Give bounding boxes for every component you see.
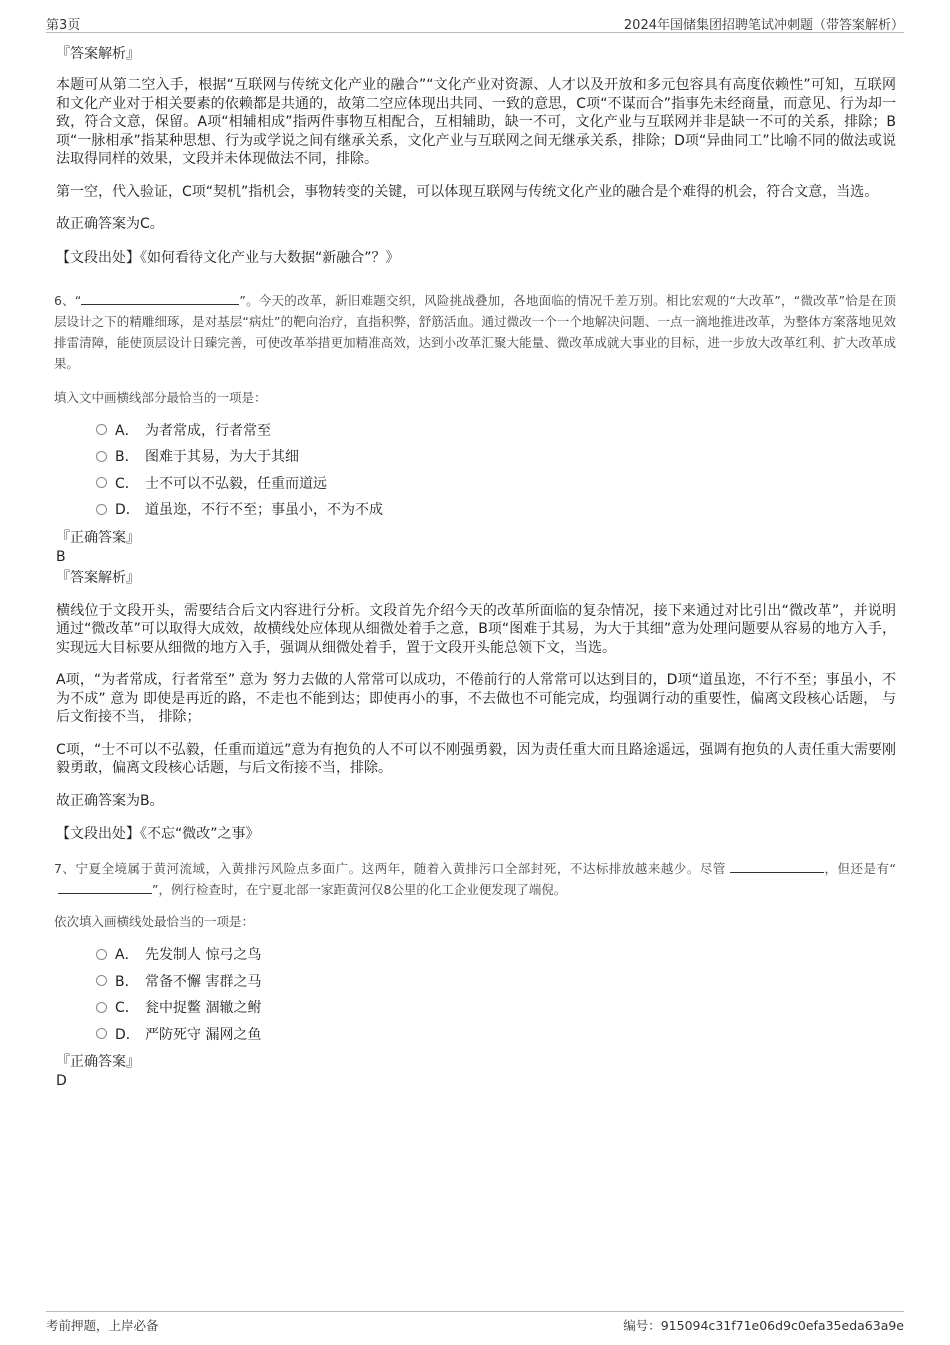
analysis-paragraph-6-1: 横线位于文段开头，需要结合后文内容进行分析。文段首先介绍今天的改革所面临的复杂情况，接下来通过对比引出“微改革”，并说明通过“微改革”可以取得大成效，故横线处应体现从细微处着手之意，B项“图难于其易，为大于其细”意为处理问题要从容易的地方入手，实现远大目标要从细微的地方入手，强调从细微处着手，置于文段开头能总领下文，当选。 (56, 602, 896, 656)
question-7-options (96, 942, 896, 1048)
answer-7: D (56, 1073, 67, 1089)
analysis-paragraph-5-1: 本题可从第二空入手，根据“互联网与传统文化产业的融合”“文化产业对资源、人才以及开放和多元包容具有高度依赖性”可知，互联网和文化产业对于相关要素的依赖都是共通的，故第二空应体现出共同、一致的意思，C项“不谋而合”指事先未经商量，而意见、行为却一致，符合文意，保留。A项“相辅相成”指两件事物互相配合，互相辅助，缺一不可，文化产业与互联网并非是缺一不可的关系，排除；B项“一脉相承”指某种思想、行为或学说之间有继承关系，文化产业与互联网之间无继承关系，排除；D项“异曲同工”比喻不同的做法或说法取得同样的效果，文段并未体现做法不同，排除。 (56, 77, 896, 167)
footer-slogan: 考前押题，上岸必备 (46, 1318, 159, 1333)
question-7-instruction: 依次填入画横线处最恰当的一项是： (54, 914, 255, 929)
answer-label-7: 『正确答案』 (56, 1054, 140, 1070)
question-6-text: ”。今天的改革，新旧难题交织，风险挑战叠加，各地面临的情况千差万别。相比宏观的“大改革”，“微改革”恰是在顶层设计之下的精雕细琢，是对基层“病灶”的靶向治疗，直指积弊，舒筋活血。通过微改一个一个地解决问题、一点一滴地推进改革，为整体方案落地见效排雷清障，能使顶层设计日臻完善，可使改革举措更加精准高效，达到小改革汇聚大能量、微改革成就大事业的目标，进一步放大改革红利、扩大改革成果。 (54, 292, 896, 371)
analysis-label-5: 『答案解析』 (56, 46, 140, 62)
option-6-b[interactable]: B． 图难于其易，为大于其细 (96, 444, 896, 471)
radio-icon[interactable] (96, 1028, 107, 1039)
option-6-c[interactable]: C． 士不可以不弘毅，任重而道远 (96, 471, 896, 498)
analysis-paragraph-6-4: 故正确答案为B。 (56, 792, 164, 809)
answer-label-6: 『正确答案』 (56, 529, 140, 546)
analysis-paragraph-6-2: A项，“为者常成，行者常至” 意为 努力去做的人常常可以成功，不倦前行的人常常可以达到目的，D项“道虽迩，不行不至；事虽小，不为不成” 意为 即使是再近的路，不走也不能到达；即使再小的事，不去做也不可能完成，均强调行动的重要性，偏离文段核心话题， 与后文衔接不当， 排除； (56, 672, 896, 725)
question-7-blank-1 (730, 859, 824, 873)
radio-icon[interactable] (96, 949, 107, 960)
question-6 (54, 290, 896, 374)
radio-icon[interactable] (96, 451, 107, 462)
analysis-paragraph-5-3: 故正确答案为C。 (56, 216, 164, 232)
option-7-a[interactable]: A． 先发制人 惊弓之鸟 (96, 942, 896, 969)
radio-icon[interactable] (96, 477, 107, 488)
radio-icon[interactable] (96, 975, 107, 986)
source-5: 【文段出处】《如何看待文化产业与大数据“新融合”？》 (56, 249, 400, 266)
question-7: 7、宁夏全境属于黄河流域，入黄排污风险点多面广。这两年，随着入黄排污口全部封死，不达标排放越来越少。尽管 ，但还是有“”，例行检查时，在宁夏北部一家距黄河仅8公里的化工企业便发现了端倪。 (54, 861, 896, 897)
option-7-d[interactable]: D． 严防死守 漏网之鱼 (96, 1022, 896, 1049)
option-7-b[interactable]: B． 常备不懈 害群之马 (96, 969, 896, 996)
page-number: 第3页 (46, 18, 81, 33)
option-7-c[interactable]: C． 瓮中捉鳖 涸辙之鲋 (96, 995, 896, 1022)
document-body (56, 44, 896, 1090)
question-6-instruction: 填入文中画横线部分最恰当的一项是： (54, 389, 267, 405)
answer-6: B (56, 548, 66, 565)
option-6-d[interactable]: D． 道虽迩，不行不至；事虽小，不为不成 (96, 497, 896, 524)
analysis-label-6: 『答案解析』 (56, 569, 140, 586)
question-6-prefix: 6、“ (54, 292, 82, 308)
page-footer (46, 1311, 904, 1334)
option-6-a[interactable]: A． 为者常成，行者常至 (96, 418, 896, 445)
analysis-paragraph-6-3: C项，“士不可以不弘毅，任重而道远”意为有抱负的人不可以不刚强勇毅，因为责任重大而且路途遥远，强调有抱负的人责任重大需要刚毅勇敢，偏离文段核心话题，与后文衔接不当，排除。 (56, 741, 896, 776)
question-6-options (96, 418, 896, 524)
document-title: 2024年国储集团招聘笔试冲刺题（带答案解析） (623, 18, 904, 33)
source-6: 【文段出处】《不忘“微改”之事》 (56, 826, 260, 842)
question-7-blank-2 (58, 880, 152, 894)
radio-icon[interactable] (96, 504, 107, 515)
question-6-blank (81, 291, 239, 305)
analysis-paragraph-5-2: 第一空，代入验证，C项“契机”指机会，事物转变的关键，可以体现互联网与传统文化产业的融合是个难得的机会，符合文意，当选。 (56, 183, 879, 200)
page-header (46, 10, 904, 33)
document-id: 编号：915094c31f71e06d9c0efa35eda63a9e (623, 1318, 904, 1333)
radio-icon[interactable] (96, 424, 107, 435)
radio-icon[interactable] (96, 1002, 107, 1013)
